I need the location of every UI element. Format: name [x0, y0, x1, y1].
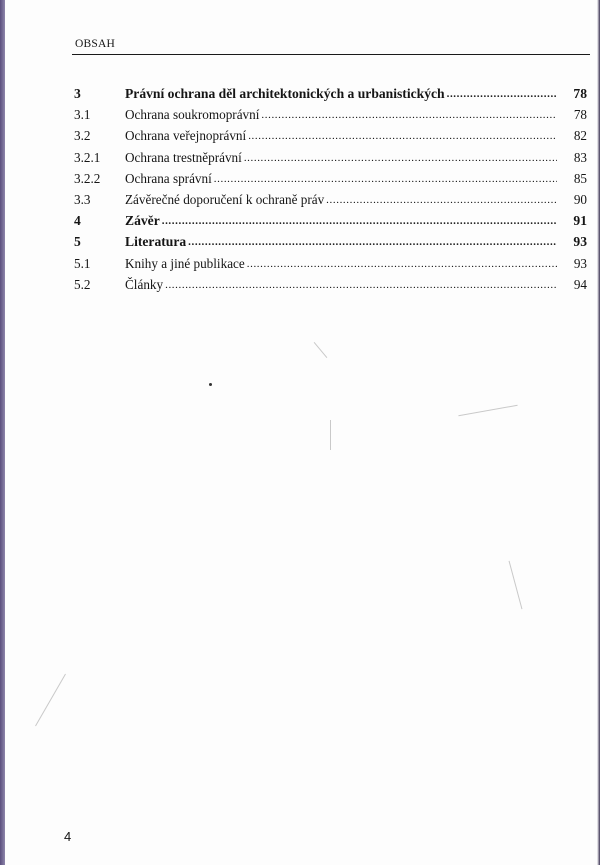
toc-dot-leader — [214, 173, 557, 185]
toc-entry-number: 3.1 — [74, 107, 91, 123]
toc-entry-page: 78 — [573, 86, 587, 101]
toc-dot-leader — [247, 258, 557, 270]
toc-entry-number: 3.2.2 — [74, 170, 101, 186]
toc-entry — [74, 256, 587, 277]
toc-dot-leader — [261, 109, 557, 121]
page-binding-edge — [0, 0, 5, 865]
toc-dot-leader — [244, 152, 557, 164]
toc-entry-number: 5 — [74, 234, 81, 250]
toc-entry-title: Ochrana trestněprávní — [125, 149, 242, 165]
toc-entry-page: 94 — [573, 276, 587, 292]
toc-entry-title: Literatura — [125, 234, 187, 250]
toc-entry-number: 3.2.1 — [74, 149, 101, 165]
toc-entry-page: 78 — [573, 107, 587, 123]
toc-entry — [74, 86, 587, 107]
header-rule — [72, 54, 590, 55]
toc-dot-leader — [326, 194, 557, 206]
scan-mark — [330, 420, 331, 450]
scan-mark — [35, 674, 66, 726]
toc-dot-leader — [165, 279, 557, 291]
toc-entry-page: 83 — [573, 149, 587, 165]
toc-dot-leader — [447, 88, 557, 100]
toc-entry — [74, 128, 587, 149]
running-header: OBSAH — [75, 38, 115, 50]
toc-entry-page: 93 — [573, 255, 587, 271]
toc-entry-page: 90 — [573, 191, 587, 207]
toc-entry-number: 3 — [74, 86, 81, 101]
toc-entry — [74, 107, 587, 128]
toc-entry-page: 85 — [573, 170, 587, 186]
toc-entry-title: Knihy a jiné publikace — [125, 255, 245, 271]
scan-mark — [458, 405, 517, 416]
page-number: 4 — [64, 829, 72, 844]
toc-entry-number: 5.2 — [74, 276, 91, 292]
scan-mark — [509, 561, 523, 610]
toc-dot-leader — [162, 215, 557, 227]
scan-speck — [209, 383, 212, 386]
toc-entry-title: Ochrana soukromoprávní — [125, 107, 260, 123]
toc-entry — [74, 150, 587, 171]
toc-entry-title: Články — [125, 276, 164, 292]
toc-entry — [74, 277, 587, 298]
toc-entry-number: 3.2 — [74, 128, 91, 144]
toc-entry-title: Ochrana veřejnoprávní — [125, 128, 247, 144]
table-of-contents — [74, 86, 587, 298]
toc-entry-title: Ochrana správní — [125, 170, 212, 186]
toc-entry-number: 3.3 — [74, 191, 91, 207]
toc-entry-number: 4 — [74, 213, 81, 229]
toc-entry-title: Závěr — [125, 213, 160, 229]
toc-entry — [74, 192, 587, 213]
toc-entry-page: 91 — [573, 213, 587, 229]
toc-entry — [74, 213, 587, 234]
toc-entry — [74, 234, 587, 255]
toc-entry — [74, 171, 587, 192]
toc-dot-leader — [248, 130, 557, 142]
toc-dot-leader — [188, 236, 557, 248]
toc-entry-title: Závěrečné doporučení k ochraně práv — [125, 191, 325, 207]
toc-entry-title: Právní ochrana děl architektonických a urbanistických — [125, 86, 445, 101]
scan-mark — [314, 342, 328, 358]
toc-entry-number: 5.1 — [74, 255, 91, 271]
toc-entry-page: 82 — [573, 128, 587, 144]
toc-entry-page: 93 — [573, 234, 587, 250]
